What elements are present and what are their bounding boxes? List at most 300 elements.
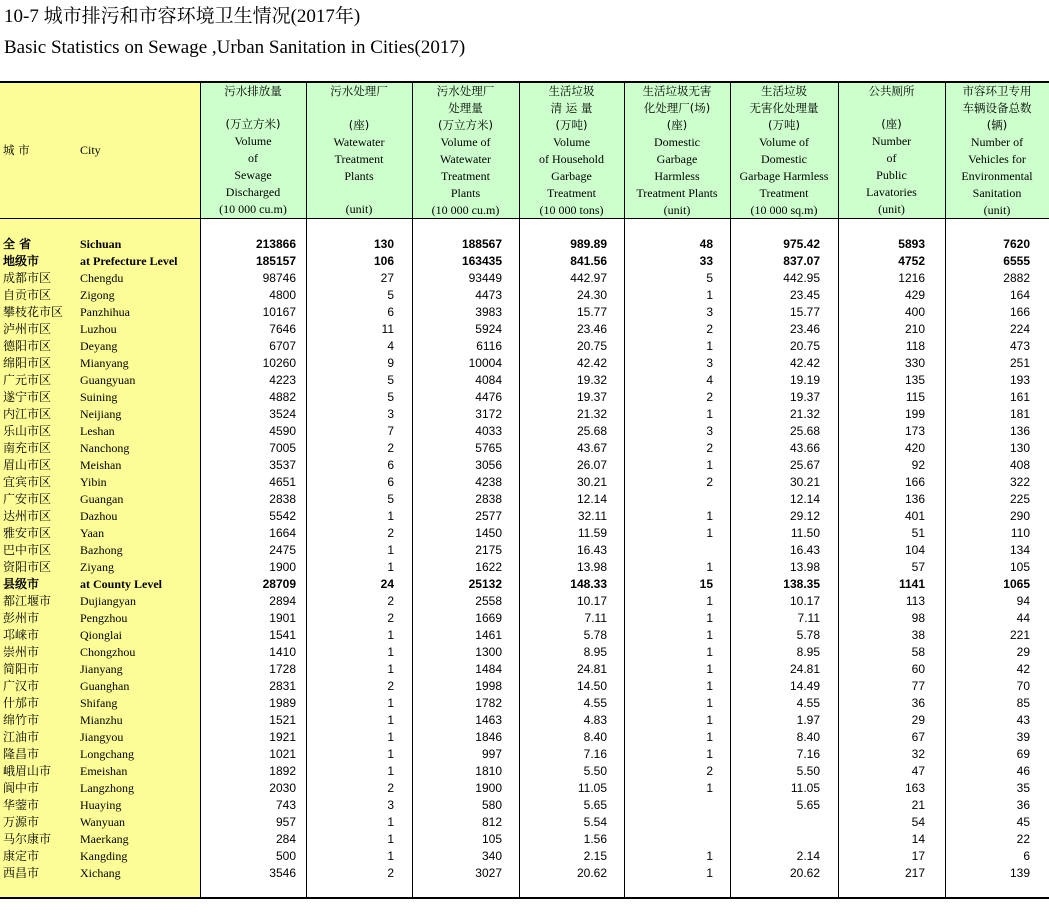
table-row xyxy=(0,746,1049,763)
city-name-en: Zigong xyxy=(80,288,115,302)
table-row xyxy=(0,423,1049,440)
table-cell-value: 210 xyxy=(904,322,925,336)
column-header xyxy=(945,83,1049,218)
table-cell-value: 36 xyxy=(911,696,925,710)
table-cell-value: 15.77 xyxy=(789,305,820,319)
table-cell-value: 4752 xyxy=(898,254,925,268)
table-cell-value: 17 xyxy=(911,849,925,863)
city-name-en: Pengzhou xyxy=(80,611,128,625)
table-row xyxy=(0,304,1049,321)
table-cell-value: 19.37 xyxy=(576,390,607,404)
table-cell-value: 57 xyxy=(911,560,925,574)
city-name-en: Dujiangyan xyxy=(80,594,136,608)
table-cell-value: 58 xyxy=(911,645,925,659)
table-cell-value: 5.65 xyxy=(583,798,607,812)
table-cell-value: 30.21 xyxy=(789,475,820,489)
column-header-cn-line1: 生活垃圾 xyxy=(761,84,807,98)
city-name-en: at Prefecture Level xyxy=(80,254,178,268)
table-row xyxy=(0,593,1049,610)
table-cell-value: 130 xyxy=(1009,441,1030,455)
table-cell-value: 3172 xyxy=(475,407,502,421)
table-row xyxy=(0,372,1049,389)
table-cell-value: 251 xyxy=(1009,356,1030,370)
table-cell-value: 10167 xyxy=(262,305,296,319)
city-name-en: Nanchong xyxy=(80,441,130,455)
table-cell-value: 2894 xyxy=(269,594,296,608)
header-separator xyxy=(0,218,1049,219)
table-cell-value: 188567 xyxy=(461,237,502,251)
table-cell-value: 3 xyxy=(706,305,713,319)
table-cell-value: 743 xyxy=(275,798,296,812)
column-header xyxy=(838,83,945,218)
table-row xyxy=(0,627,1049,644)
table-cell-value: 163435 xyxy=(461,254,502,268)
city-name-cn: 彭州市 xyxy=(3,611,40,625)
column-header-cn-line1: 公共厕所 xyxy=(868,84,915,98)
city-header xyxy=(0,83,200,218)
city-name-cn: 县级市 xyxy=(3,577,40,591)
table-cell-value: 4882 xyxy=(269,390,296,404)
table-cell-value: 1.97 xyxy=(796,713,820,727)
city-name-cn: 南充市区 xyxy=(3,441,52,455)
city-name-en: Huaying xyxy=(80,798,122,812)
table-cell-value: 130 xyxy=(373,237,394,251)
table-cell-value: 23.46 xyxy=(576,322,607,336)
table-cell-value: 8.40 xyxy=(583,730,607,744)
table-cell-value: 1 xyxy=(387,696,394,710)
table-cell-value: 35 xyxy=(1016,781,1030,795)
table-cell-value: 8.95 xyxy=(583,645,607,659)
table-cell-value: 21.32 xyxy=(576,407,607,421)
table-cell-value: 4590 xyxy=(269,424,296,438)
table-cell-value: 2.15 xyxy=(583,849,607,863)
table-cell-value: 22 xyxy=(1016,832,1030,846)
table-cell-value: 11.59 xyxy=(577,526,607,540)
table-cell-value: 1410 xyxy=(269,645,296,659)
table-bottom-rule xyxy=(0,897,1049,899)
table-cell-value: 1622 xyxy=(475,560,502,574)
table-cell-value: 16.43 xyxy=(576,543,607,557)
column-header-cn-line2: 化处理厂(场) xyxy=(643,101,711,115)
table-cell-value: 47 xyxy=(911,764,925,778)
table-cell-value: 193 xyxy=(1009,373,1030,387)
table-cell-value: 1 xyxy=(706,645,713,659)
city-name-en: Xichang xyxy=(80,866,121,880)
table-cell-value: 4223 xyxy=(269,373,296,387)
city-name-en: Panzhihua xyxy=(80,305,130,319)
city-name-cn: 绵竹市 xyxy=(3,713,40,727)
table-row xyxy=(0,831,1049,848)
table-cell-value: 2882 xyxy=(1003,271,1030,285)
table-cell-value: 4473 xyxy=(475,288,502,302)
table-cell-value: 43.67 xyxy=(576,441,607,455)
table-cell-value: 1 xyxy=(387,543,394,557)
city-header-en: City xyxy=(80,143,101,157)
table-row xyxy=(0,797,1049,814)
table-cell-value: 181 xyxy=(1009,407,1030,421)
table-cell-value: 166 xyxy=(904,475,925,489)
table-cell-value: 25.67 xyxy=(789,458,820,472)
table-cell-value: 113 xyxy=(905,594,925,608)
city-name-en: Shifang xyxy=(80,696,118,710)
table-cell-value: 1 xyxy=(387,645,394,659)
table-cell-value: 1 xyxy=(706,713,713,727)
table-cell-value: 1 xyxy=(706,628,713,642)
table-cell-value: 23.46 xyxy=(789,322,820,336)
table-cell-value: 93449 xyxy=(468,271,502,285)
table-cell-value: 29 xyxy=(911,713,925,727)
table-cell-value: 70 xyxy=(1016,679,1030,693)
table-cell-value: 51 xyxy=(911,526,925,540)
table-cell-value: 2 xyxy=(387,611,394,625)
table-row xyxy=(0,389,1049,406)
table-cell-value: 4.83 xyxy=(583,713,607,727)
table-cell-value: 11.50 xyxy=(790,526,820,540)
table-cell-value: 3524 xyxy=(269,407,296,421)
table-cell-value: 16.43 xyxy=(789,543,820,557)
table-cell-value: 1216 xyxy=(898,271,925,285)
table-cell-value: 2 xyxy=(387,526,394,540)
table-cell-value: 19.19 xyxy=(789,373,820,387)
table-cell-value: 115 xyxy=(905,390,925,404)
table-cell-value: 3 xyxy=(387,798,394,812)
page-title: 10-7 城市排污和市容环境卫生情况(2017年) xyxy=(4,6,361,27)
table-cell-value: 7620 xyxy=(1003,237,1030,251)
table-row xyxy=(0,321,1049,338)
column-header-en-line: Number of xyxy=(970,135,1024,149)
table-cell-value: 2.14 xyxy=(796,849,820,863)
column-header-cn-line1: 污水排放量 xyxy=(224,84,282,98)
column-header-en-line: Environmental xyxy=(961,169,1033,183)
table-cell-value: 225 xyxy=(1009,492,1030,506)
table-cell-value: 1484 xyxy=(475,662,502,676)
column-header-en-line: Public xyxy=(876,168,907,182)
table-cell-value: 1998 xyxy=(475,679,502,693)
city-name-cn: 广元市区 xyxy=(3,373,52,387)
column-header-en-line: Domestic xyxy=(654,135,700,149)
table-cell-value: 15 xyxy=(699,577,713,591)
city-name-cn: 内江市区 xyxy=(3,407,52,421)
table-cell-value: 148.33 xyxy=(570,577,607,591)
table-row xyxy=(0,457,1049,474)
table-cell-value: 2475 xyxy=(269,543,296,557)
table-cell-value: 1 xyxy=(387,628,394,642)
table-row xyxy=(0,525,1049,542)
city-name-en: Dazhou xyxy=(80,509,118,523)
table-cell-value: 2 xyxy=(387,679,394,693)
table-cell-value: 1 xyxy=(706,509,713,523)
city-name-en: Meishan xyxy=(80,458,122,472)
table-cell-value: 500 xyxy=(275,849,296,863)
table-cell-value: 224 xyxy=(1009,322,1030,336)
city-name-en: Mianyang xyxy=(80,356,129,370)
table-cell-value: 5.54 xyxy=(583,815,607,829)
table-row xyxy=(0,661,1049,678)
column-header-en-line: Plants xyxy=(450,186,481,200)
city-name-cn: 绵阳市区 xyxy=(3,356,52,370)
table-cell-value: 28709 xyxy=(262,577,296,591)
table-cell-value: 45 xyxy=(1016,815,1030,829)
city-name-en: Maerkang xyxy=(80,832,129,846)
table-cell-value: 3 xyxy=(706,424,713,438)
table-cell-value: 1 xyxy=(706,560,713,574)
table-cell-value: 1 xyxy=(387,560,394,574)
city-name-cn: 自贡市区 xyxy=(3,288,52,302)
table-cell-value: 812 xyxy=(481,815,502,829)
table-cell-value: 217 xyxy=(904,866,925,880)
column-header-unit-cn: (万立方米) xyxy=(225,117,281,131)
column-header-cn-line2: 处理量 xyxy=(448,101,483,115)
table-cell-value: 1 xyxy=(387,747,394,761)
table-cell-value: 24.81 xyxy=(789,662,820,676)
table-cell-value: 7.16 xyxy=(583,747,607,761)
city-name-cn: 江油市 xyxy=(3,730,40,744)
column-header-unit-cn: (座) xyxy=(348,118,370,132)
city-name-cn: 广安市区 xyxy=(3,492,52,506)
table-cell-value: 3 xyxy=(706,356,713,370)
table-cell-value: 1921 xyxy=(269,730,296,744)
column-header-en-line: Volume of xyxy=(440,135,491,149)
table-cell-value: 1664 xyxy=(269,526,296,540)
table-cell-value: 1 xyxy=(706,662,713,676)
table-cell-value: 989.89 xyxy=(570,237,607,251)
column-header-unit-cn: (座) xyxy=(666,118,688,132)
table-cell-value: 5.50 xyxy=(583,764,607,778)
table-cell-value: 36 xyxy=(1016,798,1030,812)
table-cell-value: 32.11 xyxy=(577,509,607,523)
table-row xyxy=(0,474,1049,491)
table-cell-value: 69 xyxy=(1016,747,1030,761)
city-name-cn: 阆中市 xyxy=(3,781,40,795)
table-cell-value: 1 xyxy=(706,526,713,540)
column-header-en-line: Lavatories xyxy=(866,185,917,199)
table-cell-value: 173 xyxy=(904,424,925,438)
table-cell-value: 5.65 xyxy=(796,798,820,812)
table-cell-value: 1 xyxy=(387,509,394,523)
table-cell-value: 20.75 xyxy=(789,339,820,353)
table-cell-value: 11 xyxy=(381,322,394,336)
table-cell-value: 5 xyxy=(706,271,713,285)
column-header-en-line: Domestic xyxy=(761,152,807,166)
table-cell-value: 1463 xyxy=(475,713,502,727)
table-cell-value: 1 xyxy=(706,594,713,608)
city-name-en: Ziyang xyxy=(80,560,114,574)
table-row xyxy=(0,355,1049,372)
table-cell-value: 1 xyxy=(706,696,713,710)
table-cell-value: 105 xyxy=(481,832,502,846)
table-row xyxy=(0,406,1049,423)
table-cell-value: 2 xyxy=(706,475,713,489)
table-row xyxy=(0,559,1049,576)
table-cell-value: 11.05 xyxy=(577,781,607,795)
city-name-en: Jiangyou xyxy=(80,730,124,744)
city-name-cn: 乐山市区 xyxy=(3,424,52,438)
table-cell-value: 11.05 xyxy=(790,781,820,795)
table-cell-value: 14 xyxy=(911,832,925,846)
column-header-en-line: Volume xyxy=(552,135,591,149)
table-cell-value: 1728 xyxy=(269,662,296,676)
table-cell-value: 29.12 xyxy=(789,509,820,523)
table-row xyxy=(0,865,1049,882)
table-cell-value: 5.78 xyxy=(583,628,607,642)
table-cell-value: 4033 xyxy=(475,424,502,438)
table-cell-value: 5924 xyxy=(475,322,502,336)
table-cell-value: 9 xyxy=(387,356,394,370)
table-cell-value: 213866 xyxy=(255,237,296,251)
column-header xyxy=(624,83,730,218)
city-name-cn: 西昌市 xyxy=(3,866,40,880)
table-cell-value: 185157 xyxy=(255,254,296,268)
table-cell-value: 12.14 xyxy=(576,492,607,506)
city-name-en: Luzhou xyxy=(80,322,117,336)
table-cell-value: 1 xyxy=(706,781,713,795)
column-header-en-line: Treatment xyxy=(441,169,490,183)
table-cell-value: 1541 xyxy=(269,628,296,642)
table-cell-value: 2838 xyxy=(475,492,502,506)
table-cell-value: 1 xyxy=(706,849,713,863)
table-cell-value: 33 xyxy=(699,254,713,268)
table-cell-value: 136 xyxy=(904,492,925,506)
table-cell-value: 44 xyxy=(1016,611,1030,625)
table-row xyxy=(0,780,1049,797)
city-name-cn: 遂宁市区 xyxy=(3,390,52,404)
table-cell-value: 20.62 xyxy=(576,866,607,880)
column-header-unit-en: (10 000 cu.m) xyxy=(431,203,500,217)
column-header-en-line: Volume xyxy=(234,134,272,148)
column-header-en-line: of Household xyxy=(539,152,604,166)
city-name-en: Yibin xyxy=(80,475,107,489)
table-cell-value: 92 xyxy=(911,458,925,472)
table-cell-value: 43 xyxy=(1016,713,1030,727)
table-cell-value: 1846 xyxy=(475,730,502,744)
table-cell-value: 2577 xyxy=(475,509,502,523)
table-cell-value: 6 xyxy=(387,305,394,319)
city-name-cn: 全 省 xyxy=(3,237,32,251)
table-cell-value: 1 xyxy=(706,611,713,625)
table-cell-value: 29 xyxy=(1016,645,1030,659)
table-row xyxy=(0,508,1049,525)
column-header-en-line: Volume of xyxy=(758,135,810,149)
column-header-unit-cn: (座) xyxy=(881,117,902,131)
table-row xyxy=(0,253,1049,270)
city-name-cn: 达州市区 xyxy=(3,509,52,523)
table-cell-value: 1 xyxy=(387,713,394,727)
table-cell-value: 1 xyxy=(387,832,394,846)
table-cell-value: 5 xyxy=(387,492,394,506)
table-cell-value: 24.81 xyxy=(576,662,607,676)
table-cell-value: 3537 xyxy=(269,458,296,472)
table-cell-value: 1021 xyxy=(269,747,296,761)
table-row xyxy=(0,491,1049,508)
table-cell-value: 1141 xyxy=(898,577,925,591)
table-cell-value: 401 xyxy=(904,509,925,523)
table-cell-value: 2 xyxy=(387,441,394,455)
table-cell-value: 5 xyxy=(387,288,394,302)
city-name-cn: 泸州市区 xyxy=(3,322,52,336)
column-header-en-line: Sewage xyxy=(234,168,272,182)
table-cell-value: 5 xyxy=(387,390,394,404)
column-header-cn-line1: 生活垃圾无害 xyxy=(642,84,712,98)
column-header xyxy=(519,83,624,218)
table-cell-value: 841.56 xyxy=(570,254,607,268)
table-cell-value: 43.66 xyxy=(789,441,820,455)
table-cell-value: 7.11 xyxy=(797,611,820,625)
table-cell-value: 163 xyxy=(904,781,925,795)
city-name-en: Qionglai xyxy=(80,628,122,642)
column-header-unit-en: (unit) xyxy=(983,203,1011,217)
table-cell-value: 135 xyxy=(904,373,925,387)
table-cell-value: 1521 xyxy=(269,713,296,727)
table-cell-value: 1 xyxy=(706,730,713,744)
table-cell-value: 2 xyxy=(387,781,394,795)
table-row xyxy=(0,576,1049,593)
table-cell-value: 1 xyxy=(706,866,713,880)
table-row xyxy=(0,270,1049,287)
table-cell-value: 330 xyxy=(904,356,925,370)
table-cell-value: 10.17 xyxy=(789,594,820,608)
table-row xyxy=(0,610,1049,627)
table-cell-value: 7 xyxy=(387,424,394,438)
table-cell-value: 15.77 xyxy=(576,305,607,319)
column-header-en-line: Vehicles for xyxy=(968,152,1026,166)
table-cell-value: 19.37 xyxy=(789,390,820,404)
city-name-cn: 攀枝花市区 xyxy=(3,305,64,319)
table-cell-value: 1782 xyxy=(475,696,502,710)
table-cell-value: 3 xyxy=(387,407,394,421)
table-cell-value: 7.11 xyxy=(584,611,607,625)
column-header-en-line: Plants xyxy=(344,169,374,183)
table-cell-value: 46 xyxy=(1016,764,1030,778)
table-cell-value: 4.55 xyxy=(796,696,820,710)
table-cell-value: 408 xyxy=(1009,458,1030,472)
city-name-cn: 什邡市 xyxy=(3,696,40,710)
table-cell-value: 161 xyxy=(1009,390,1030,404)
table-row xyxy=(0,287,1049,304)
table-cell-value: 1 xyxy=(706,339,713,353)
city-name-en: Langzhong xyxy=(80,781,134,795)
table-cell-value: 1901 xyxy=(269,611,296,625)
table-cell-value: 1065 xyxy=(1003,577,1030,591)
city-name-en: Yaan xyxy=(80,526,105,540)
table-cell-value: 1 xyxy=(706,458,713,472)
table-cell-value: 5.78 xyxy=(796,628,820,642)
table-cell-value: 1 xyxy=(387,730,394,744)
city-name-cn: 万源市 xyxy=(3,815,40,829)
table-cell-value: 4476 xyxy=(475,390,502,404)
city-name-en: Bazhong xyxy=(80,543,123,557)
table-row xyxy=(0,848,1049,865)
city-name-cn: 宜宾市区 xyxy=(3,475,52,489)
table-cell-value: 4 xyxy=(706,373,713,387)
table-row xyxy=(0,678,1049,695)
table-cell-value: 54 xyxy=(911,815,925,829)
column-header-en-line: Treatment Plants xyxy=(636,186,718,200)
table-cell-value: 4651 xyxy=(269,475,296,489)
table-cell-value: 25132 xyxy=(468,577,502,591)
city-name-cn: 隆昌市 xyxy=(3,747,40,761)
table-cell-value: 6 xyxy=(387,458,394,472)
table-cell-value: 118 xyxy=(905,339,925,353)
table-cell-value: 85 xyxy=(1016,696,1030,710)
table-cell-value: 138.35 xyxy=(783,577,820,591)
table-cell-value: 1300 xyxy=(475,645,502,659)
table-cell-value: 21.32 xyxy=(789,407,820,421)
table-cell-value: 106 xyxy=(373,254,394,268)
table-cell-value: 10260 xyxy=(262,356,296,370)
table-cell-value: 1900 xyxy=(269,560,296,574)
city-name-en: Guangyuan xyxy=(80,373,136,387)
column-header-unit-cn: (万立方米) xyxy=(438,118,493,132)
